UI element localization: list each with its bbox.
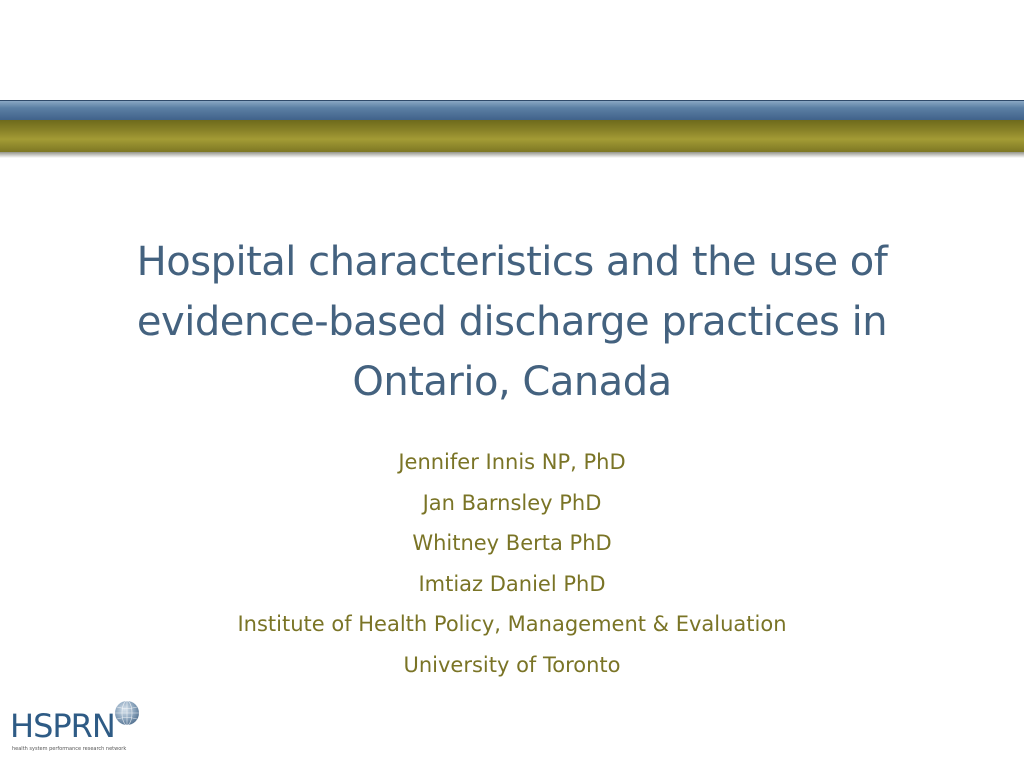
logo-wordmark: HSPRN [10,707,115,745]
header-band [0,100,1024,156]
title-line-3: Ontario, Canada [352,359,672,405]
header-band-blue-stripe [0,100,1024,121]
header-band-olive-stripe [0,120,1024,152]
author-4: Imtiaz Daniel PhD [418,571,606,596]
globe-icon [114,700,140,726]
author-list [60,442,964,685]
slide-title [60,232,964,412]
affiliation-university: University of Toronto [403,652,621,677]
author-2: Jan Barnsley PhD [422,490,602,515]
author-3: Whitney Berta PhD [412,531,612,555]
hsprn-logo [10,700,150,762]
author-1: Jennifer Innis NP, PhD [398,450,626,474]
logo-tagline: health system performance research network [12,746,127,752]
affiliation-institute: Institute of Health Policy, Management & Evaluation [237,612,787,636]
title-line-2: evidence-based discharge practices in [136,299,888,345]
header-band-shadow [0,152,1024,158]
title-line-1: Hospital characteristics and the use of [136,239,888,285]
